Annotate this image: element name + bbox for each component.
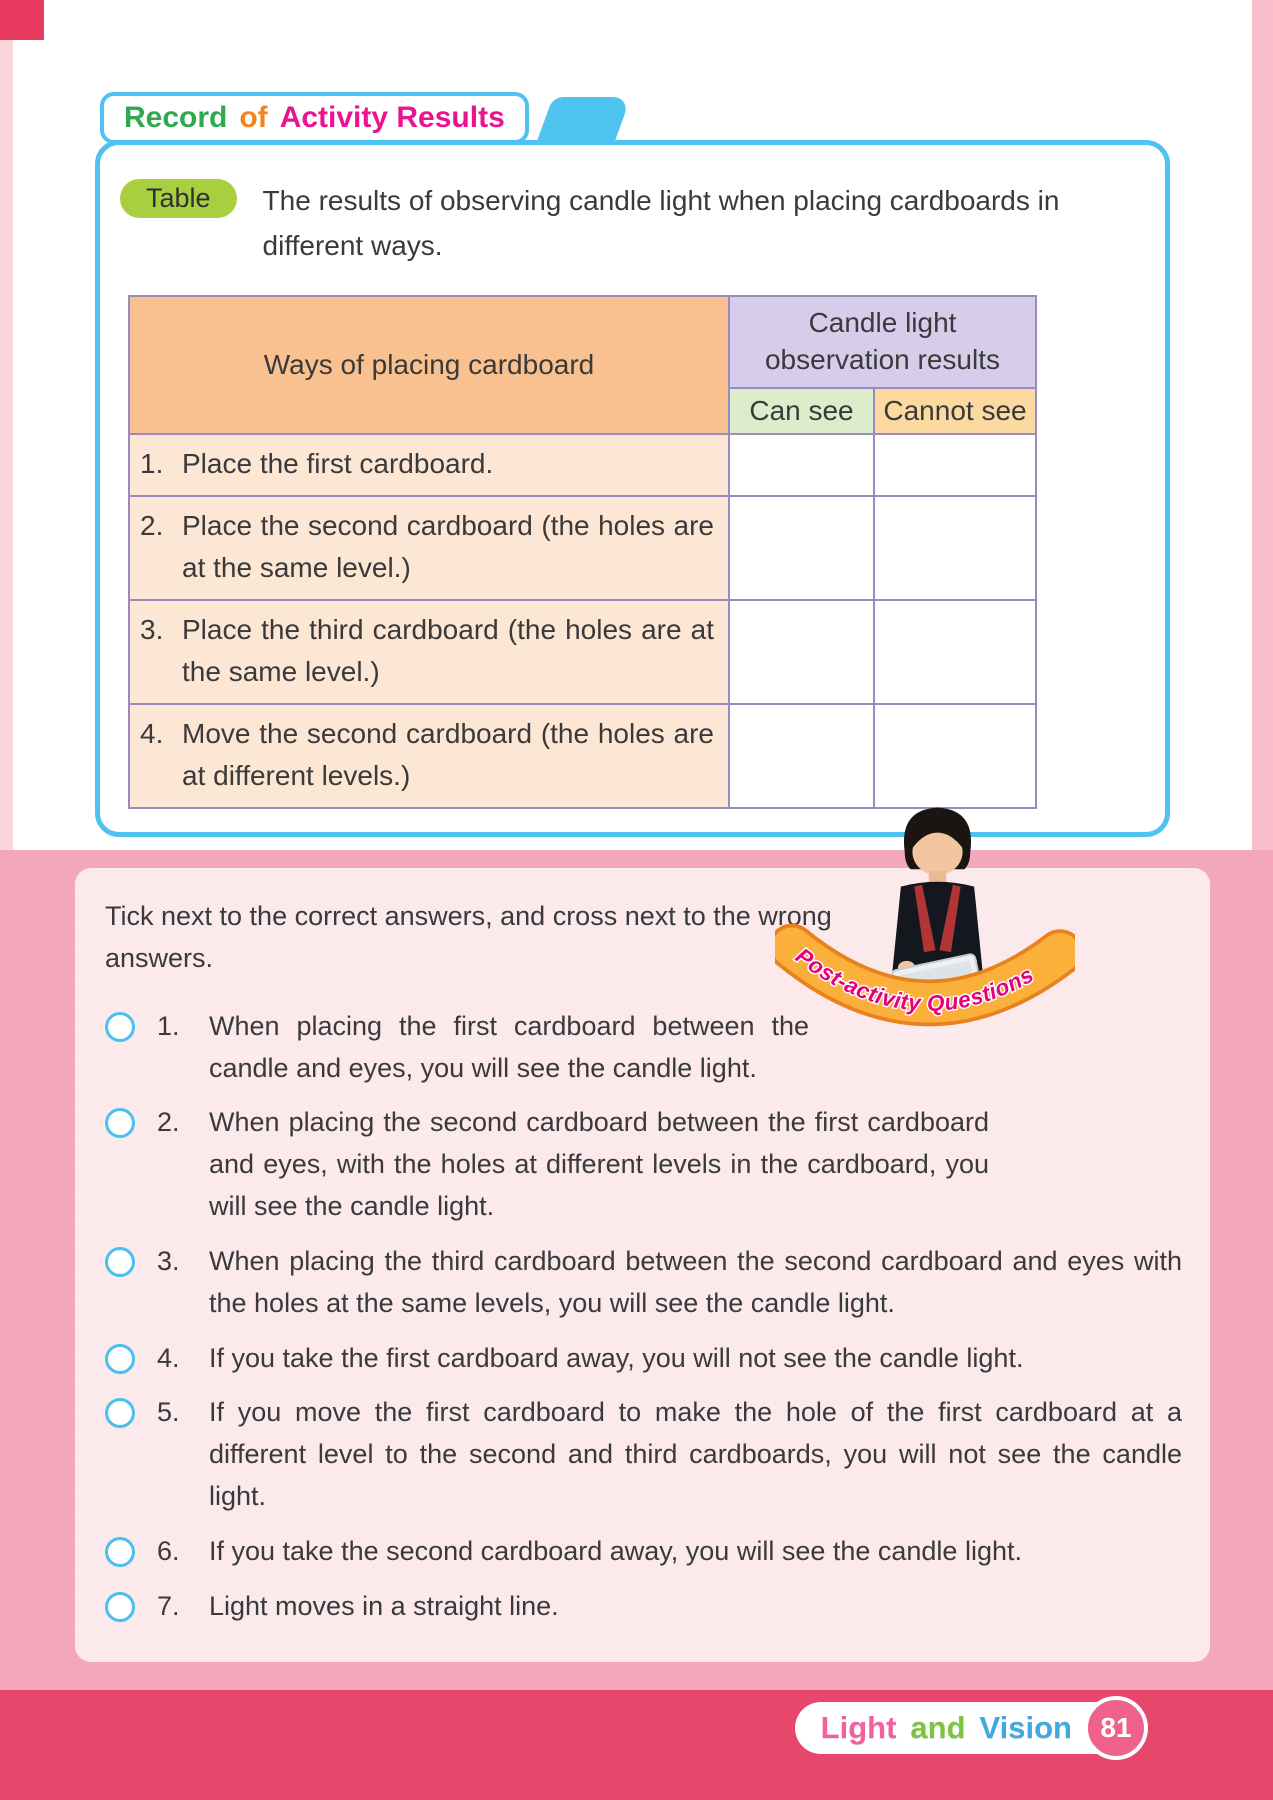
question-text: When placing the second cardboard between the first cardboard and eyes, with the holes at different levels in the cardboard, you will see the candle light. [209, 1107, 989, 1222]
ribbon-banner [775, 898, 1075, 1058]
table-caption-row [120, 179, 1145, 269]
answer-cell-can-see-1[interactable] [729, 434, 874, 496]
table-label-pill: Table [120, 179, 237, 218]
answer-circle-3[interactable] [105, 1247, 135, 1277]
row-text: Place the third cardboard (the holes are at the same level.) [182, 613, 714, 687]
instruction-text: Tick next to the correct answers, and cross next to the wrong answers. [105, 901, 832, 973]
badge-word-record: Record [124, 101, 228, 134]
cannot-see-column-header: Cannot see [874, 388, 1036, 434]
answer-circle-2[interactable] [105, 1108, 135, 1138]
question-item-2 [105, 1102, 1182, 1228]
chapter-word-vision: Vision [979, 1710, 1072, 1745]
way-cell [129, 704, 729, 808]
table-caption: The results of observing candle light when placing cardboards in different ways. [262, 185, 1060, 261]
table-row [129, 496, 1036, 600]
badge-tail-decoration [537, 97, 631, 141]
question-item-7 [105, 1586, 1182, 1628]
answer-cell-cannot-see-3[interactable] [874, 600, 1036, 704]
page-number-badge: 81 [1084, 1696, 1148, 1760]
questions-list [105, 1006, 1182, 1628]
page-corner-decoration [0, 0, 44, 40]
table-row [129, 704, 1036, 808]
observation-results-header: Candle light observation results [729, 296, 1036, 388]
question-number: 5. [157, 1397, 180, 1428]
question-number: 4. [157, 1342, 180, 1373]
post-activity-questions-ribbon [775, 898, 1075, 1063]
row-number: 4. [140, 717, 164, 749]
way-cell [129, 600, 729, 704]
answer-circle-6[interactable] [105, 1537, 135, 1567]
question-item-6 [105, 1531, 1182, 1573]
answer-circle-1[interactable] [105, 1012, 135, 1042]
answer-circle-5[interactable] [105, 1398, 135, 1428]
answer-cell-cannot-see-4[interactable] [874, 704, 1036, 808]
row-number: 3. [140, 613, 164, 645]
activity-results-panel [95, 140, 1170, 837]
chapter-badge [795, 1702, 1138, 1754]
left-edge-decoration [0, 40, 13, 852]
question-number: 1. [157, 1010, 180, 1041]
question-text: Light moves in a straight line. [209, 1590, 559, 1621]
row-text: Place the first cardboard. [182, 447, 494, 479]
table-row [129, 434, 1036, 496]
chapter-word-and: and [910, 1710, 966, 1745]
question-number: 6. [157, 1535, 180, 1566]
question-text: When placing the third cardboard between the second cardboard and eyes with the holes at the same levels, you will see the candle light. [209, 1245, 1182, 1318]
can-see-column-header: Can see [729, 388, 874, 434]
right-edge-decoration [1252, 0, 1273, 852]
question-text: If you take the first cardboard away, you will not see the candle light. [209, 1342, 1024, 1373]
question-item-5 [105, 1392, 1182, 1518]
answer-circle-4[interactable] [105, 1344, 135, 1374]
question-item-3 [105, 1241, 1182, 1325]
way-cell [129, 496, 729, 600]
badge-word-activity-results: Activity Results [279, 101, 505, 134]
question-item-4 [105, 1338, 1182, 1380]
answer-cell-can-see-3[interactable] [729, 600, 874, 704]
question-number: 7. [157, 1590, 180, 1621]
answer-circle-7[interactable] [105, 1592, 135, 1622]
questions-panel [75, 868, 1210, 1662]
chapter-word-light: Light [820, 1710, 897, 1745]
post-activity-section [0, 850, 1273, 1800]
way-cell [129, 434, 729, 496]
row-number: 1. [140, 447, 164, 479]
row-text: Move the second cardboard (the holes are at different levels.) [182, 717, 714, 791]
question-text: When placing the first cardboard between the candle and eyes, you will see the candle light. [209, 1010, 809, 1083]
table-row [129, 600, 1036, 704]
question-number: 3. [157, 1245, 180, 1276]
answer-cell-can-see-4[interactable] [729, 704, 874, 808]
question-text: If you take the second cardboard away, you will see the candle light. [209, 1535, 1022, 1566]
answer-cell-can-see-2[interactable] [729, 496, 874, 600]
badge-word-of: of [239, 101, 268, 134]
question-number: 2. [157, 1107, 180, 1138]
record-of-activity-results-badge [100, 92, 529, 144]
question-text: If you move the first cardboard to make the hole of the first cardboard at a different level to the second and third cardboards, you will not see the candle light. [209, 1397, 1182, 1512]
row-number: 2. [140, 509, 164, 541]
footer-band [0, 1690, 1273, 1800]
ways-column-header: Ways of placing cardboard [129, 296, 729, 434]
row-text: Place the second cardboard (the holes are at the same level.) [182, 509, 714, 583]
answer-cell-cannot-see-2[interactable] [874, 496, 1036, 600]
observation-results-table [128, 295, 1037, 809]
answer-cell-cannot-see-1[interactable] [874, 434, 1036, 496]
svg-text:Post-activity Questions: Post-activity Questions [791, 942, 1038, 1016]
